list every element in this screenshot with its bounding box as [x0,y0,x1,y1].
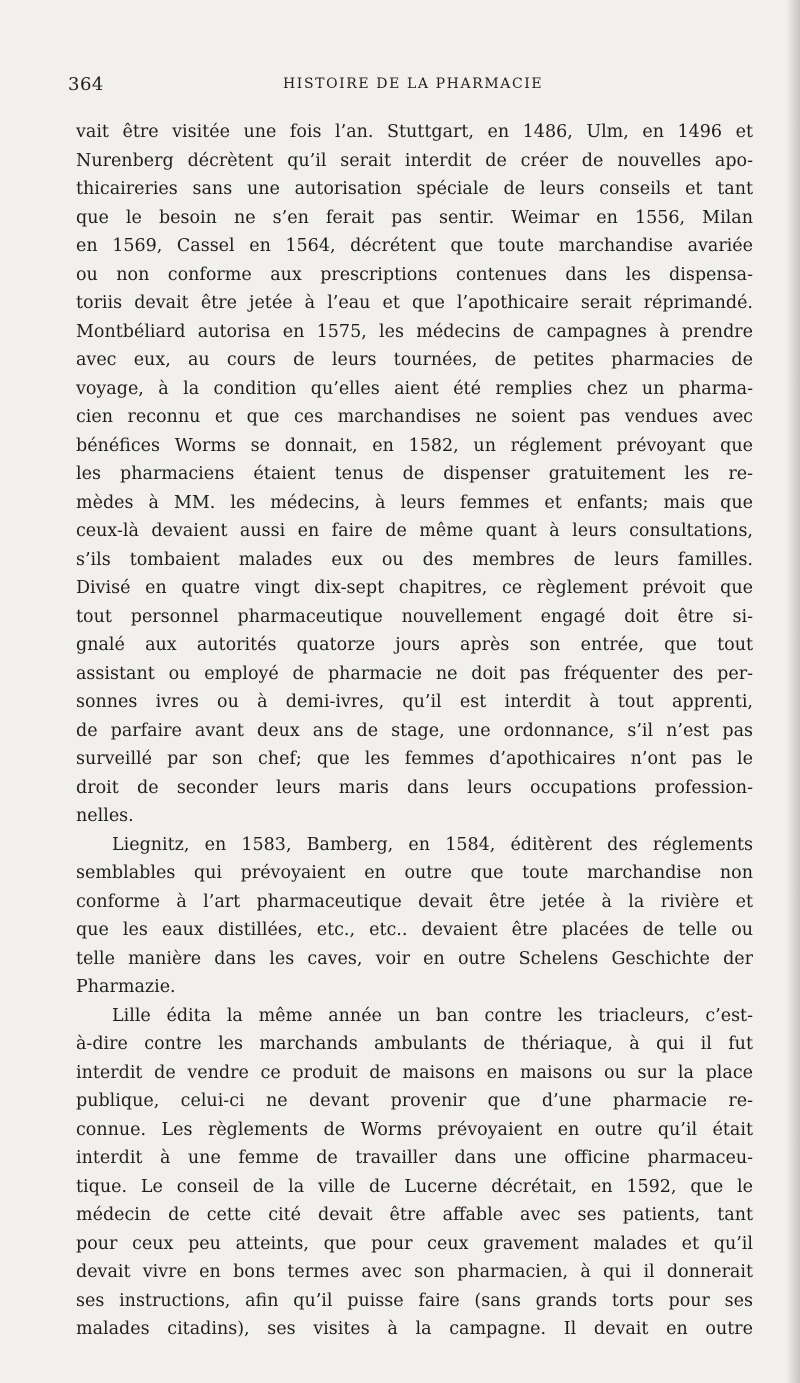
text-line: Liegnitz, en 1583, Bamberg, en 1584, éditèrent des réglements [112,834,753,855]
text-line: Montbéliard autorisa en 1575, les médecins de campagnes à prendre [76,321,753,342]
text-line: gnalé aux autorités quatorze jours après son entrée, que tout [76,635,753,655]
text-line: ou non conforme aux prescriptions contenues dans les dispensa- [76,264,753,285]
page-header [0,74,800,98]
text-line: conforme à l’art pharmaceutique devait être jetée à la rivière et [76,891,753,912]
text-line: ceux-là devaient aussi en faire de même quant à leurs consultations, [76,521,753,541]
text-line: connue. Les règlements de Worms prévoyaient en outre qu’il était [76,1119,753,1140]
text-line: assistant ou employé de pharmacie ne doit pas fréquenter des per- [76,663,753,684]
text-line: ses instructions, afin qu’il puisse faire (sans grands torts pour ses [76,1290,753,1311]
text-line: les pharmaciens étaient tenus de dispenser gratuitement les re- [76,464,753,484]
text-line: devait vivre en bons termes avec son pharmacien, à qui il donnerait [76,1262,753,1282]
running-title: HISTOIRE DE LA PHARMACIE [283,76,544,92]
text-line: telle manière dans les caves, voir en outre Schelens Geschichte der [76,948,753,969]
text-line: tout personnel pharmaceutique nouvellement engagé doit être si- [76,606,753,627]
text-line: Nurenberg décrètent qu’il serait interdit de créer de nouvelles apo- [76,150,753,171]
text-line: bénéfices Worms se donnait, en 1582, un réglement prévoyant que [76,435,753,456]
text-line: médecin de cette cité devait être affable avec ses patients, tant [76,1205,753,1225]
text-line: Divisé en quatre vingt dix-sept chapitres, ce règlement prévoit que [76,578,753,598]
text-line: que les eaux distillées, etc., etc.. devaient être placées de telle ou [76,920,753,940]
text-line: publique, celui-ci ne devant provenir que d’une pharmacie re- [76,1091,753,1111]
text-line: interdit de vendre ce produit de maisons en maisons ou sur la place [76,1062,753,1083]
page-edge-shadow [786,0,800,1383]
text-line: malades citadins), ses visites à la campagne. Il devait en outre [76,1319,753,1339]
body-text [76,118,753,1344]
text-line: surveillé par son chef; que les femmes d’apothicaires n’ont pas le [76,749,753,769]
text-line: Pharmazie. [76,977,176,997]
text-line: tique. Le conseil de la ville de Lucerne décrétait, en 1592, que le [76,1176,753,1197]
text-line: sonnes ivres ou à demi-ivres, qu’il est interdit à tout apprenti, [76,692,753,712]
text-line: à-dire contre les marchands ambulants de thériaque, à qui il fut [76,1034,753,1054]
text-line: vait être visitée une fois l’an. Stuttgart, en 1486, Ulm, en 1496 et [76,122,753,142]
text-line: mèdes à MM. les médecins, à leurs femmes et enfants; mais que [76,492,753,513]
page-number: 364 [68,74,104,95]
text-line: Lille édita la même année un ban contre les triacleurs, c’est- [112,1005,753,1026]
text-line: droit de seconder leurs maris dans leurs occupations profession- [76,777,753,798]
text-line: que le besoin ne s’en ferait pas sentir. Weimar en 1556, Milan [76,207,753,228]
text-line: voyage, à la condition qu’elles aient été remplies chez un pharma- [76,378,753,399]
text-line: nelles. [76,806,134,826]
text-line: s’ils tombaient malades eux ou des membres de leurs familles. [76,549,753,570]
text-line: de parfaire avant deux ans de stage, une ordonnance, s’il n’est pas [76,720,753,741]
text-line: toriis devait être jetée à l’eau et que l’apothicaire serait réprimandé. [76,293,753,313]
text-line: thicaireries sans une autorisation spéciale de leurs conseils et tant [76,179,753,199]
text-line: cien reconnu et que ces marchandises ne soient pas vendues avec [76,407,753,427]
text-line: avec eux, au cours de leurs tournées, de petites pharmacies de [76,350,753,370]
text-line: semblables qui prévoyaient en outre que toute marchandise non [76,863,753,883]
text-line: pour ceux peu atteints, que pour ceux gravement malades et qu’il [76,1233,753,1254]
text-line: interdit à une femme de travailler dans une officine pharmaceu- [76,1148,753,1168]
text-line: en 1569, Cassel en 1564, décrétent que toute marchandise avariée [76,236,753,256]
